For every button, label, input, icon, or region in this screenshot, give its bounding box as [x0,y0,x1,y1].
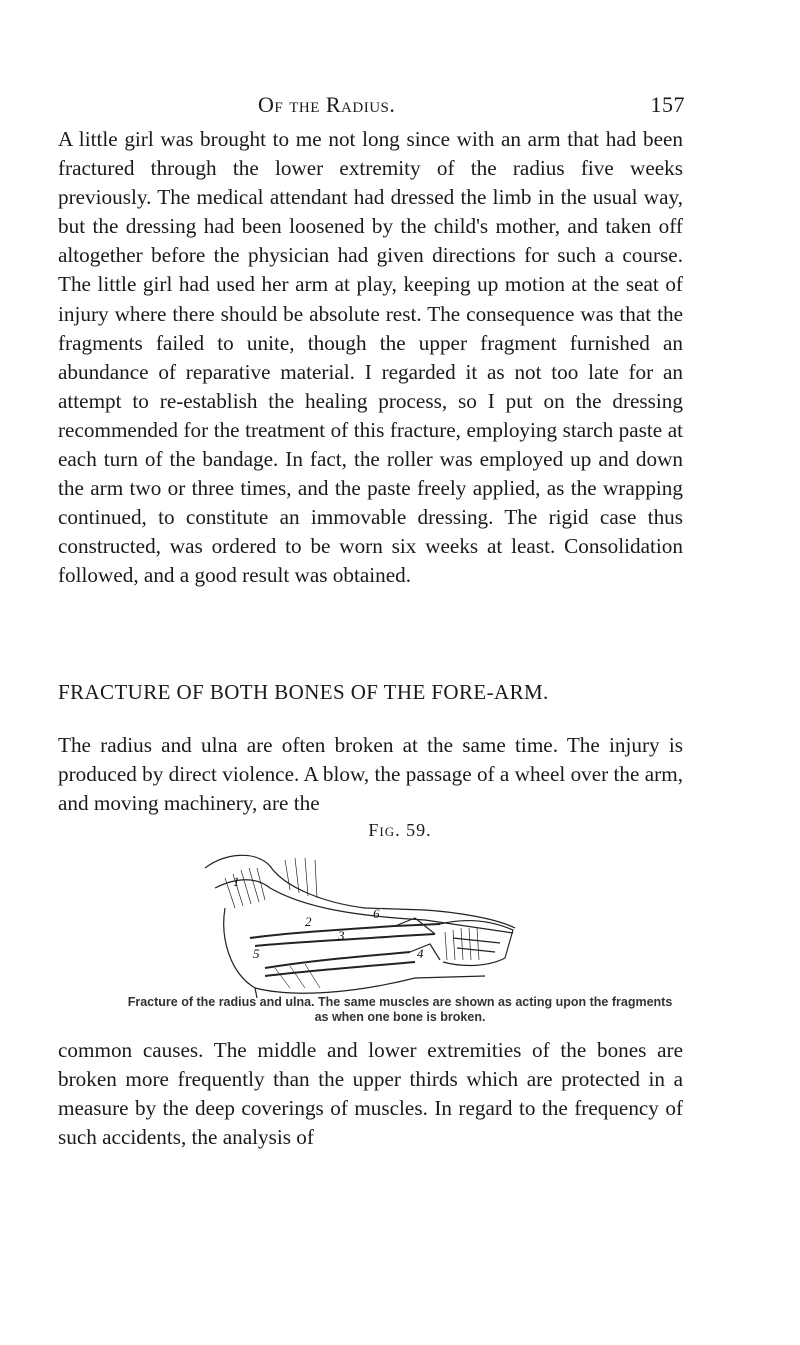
section-heading: FRACTURE OF BOTH BONES OF THE FORE-ARM. [58,680,549,704]
running-header [200,92,685,122]
figure-numeral-4: 4 [417,946,424,961]
figure-numeral-5: 5 [253,946,260,961]
forearm-fracture-illustration [195,848,525,998]
figure-caption: Fracture of the radius and ulna. The same muscles are shown as acting upon the fragments as when one bone is broken. [127,995,673,1024]
figure-numeral-1: 1 [233,874,240,889]
paragraph-case-report: A little girl was brought to me not long since with an arm that had been fractured through the lower extremity of the radius five weeks previously. The medical attendant had dressed the limb in the usual way, but the dressing had been loosened by the child's mother, and taken off altogether before the physician had given directions for such a course. The little girl had used her arm at play, keeping up motion at the seat of injury where there should be absolute rest. The consequence was that the fragments failed to unite, though the upper fragment furnished an abundance of reparative material. I regarded it as not too late for an attempt to re-establish the healing process, so I put on the dressing recommended for the treatment of this fracture, employing starch paste at each turn of the bandage. In fact, the roller was employed up and down the arm two or three times, and the paste freely applied, as the wrapping continued, to constitute an immovable dressing. The rigid case thus constructed, was ordered to be worn six weeks at least. Consolidation followed, and a good result was obtained. [58,127,683,588]
figure-label: Fig. 59. [368,820,432,840]
figure-numeral-2: 2 [305,914,312,929]
page-number: 157 [650,92,685,117]
paragraph-causes: common causes. The middle and lower extremities of the bones are broken more frequently than the upper thirds which are protected in a measure by the deep coverings of muscles. In regard to the frequency of such accidents, the analysis of [58,1038,683,1150]
figure-numeral-6: 6 [373,906,380,921]
paragraph-intro: The radius and ulna are often broken at the same time. The injury is produced by direct violence. A blow, the passage of a wheel over the arm, and moving machinery, are the [58,733,683,816]
running-title: Of the Radius. [258,92,396,117]
figure-numeral-3: 3 [338,928,345,943]
